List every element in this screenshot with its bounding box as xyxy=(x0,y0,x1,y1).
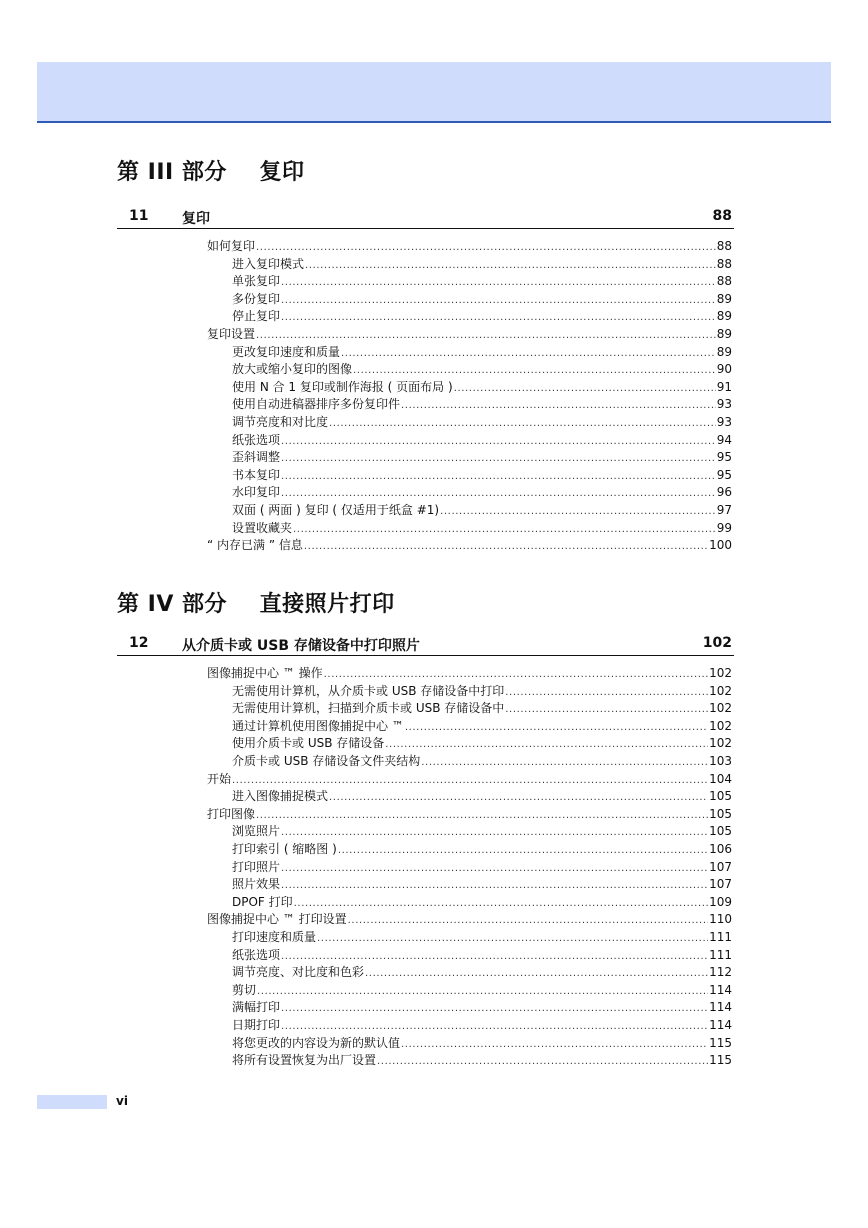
toc-entry-title: 纸张选项 xyxy=(232,947,281,962)
toc-entry-page: 105 xyxy=(709,789,732,804)
toc-entry[interactable] xyxy=(232,877,732,893)
toc-entry-page: 89 xyxy=(716,327,732,341)
dot-leader xyxy=(281,470,716,484)
toc-entry[interactable] xyxy=(232,521,732,537)
toc-entry-title: 日期打印 xyxy=(232,1018,281,1032)
dot-leader xyxy=(281,311,716,325)
toc-entry-page: 111 xyxy=(709,947,732,962)
toc-entry-title: 单张复印 xyxy=(232,274,281,289)
toc-entry-page: 109 xyxy=(709,894,732,909)
dot-leader xyxy=(257,985,708,999)
toc-entry-page: 106 xyxy=(709,842,732,856)
toc-entry-page: 103 xyxy=(709,754,732,768)
chapter-11-row[interactable] xyxy=(117,205,734,229)
dot-leader xyxy=(304,540,708,554)
dot-leader xyxy=(317,932,708,946)
toc-entry[interactable] xyxy=(232,292,732,308)
dot-leader xyxy=(329,791,708,805)
toc-entry-page: 99 xyxy=(716,520,732,535)
toc-entry-title: 将所有设置恢复为出厂设置 xyxy=(232,1053,377,1068)
part-3-title: 第 III 部分 复印 xyxy=(117,160,305,185)
chapter-number: 12 xyxy=(129,635,149,651)
toc-entry-title: 打印速度和质量 xyxy=(232,930,317,944)
dot-leader xyxy=(281,1002,708,1016)
header-band xyxy=(37,62,831,123)
chapter-page: 88 xyxy=(712,208,732,224)
toc-entry-page: 107 xyxy=(709,859,732,874)
toc-entry[interactable] xyxy=(232,895,732,911)
toc-entry[interactable] xyxy=(232,684,732,700)
toc-entry-page: 114 xyxy=(709,1000,732,1015)
toc-entry-page: 96 xyxy=(716,485,732,500)
toc-entry-page: 102 xyxy=(709,666,732,680)
toc-entry-title: 调节亮度、对比度和色彩 xyxy=(232,965,365,980)
toc-entry-page: 94 xyxy=(716,432,732,447)
toc-entry-title: 剪切 xyxy=(232,982,257,997)
toc-entry[interactable] xyxy=(232,485,732,501)
toc-entry[interactable] xyxy=(207,912,732,928)
dot-leader xyxy=(505,686,708,700)
toc-entry[interactable] xyxy=(232,433,732,449)
toc-entry-page: 105 xyxy=(709,806,732,821)
toc-entry-title: 无需使用计算机，从介质卡或 USB 存储设备中打印 xyxy=(232,683,505,698)
toc-entry[interactable] xyxy=(232,1053,732,1069)
toc-entry-page: 88 xyxy=(716,239,732,253)
toc-entry[interactable] xyxy=(207,327,732,343)
toc-entry[interactable] xyxy=(232,415,732,431)
toc-entry-page: 95 xyxy=(716,450,732,465)
toc-entry-title: 停止复印 xyxy=(232,309,281,324)
toc-entry[interactable] xyxy=(232,1018,732,1034)
toc-entry[interactable] xyxy=(232,789,732,805)
dot-leader xyxy=(281,862,708,876)
toc-entry-page: 88 xyxy=(716,256,732,271)
dot-leader xyxy=(281,276,716,290)
toc-entry[interactable] xyxy=(232,450,732,466)
toc-entry[interactable] xyxy=(232,860,732,876)
chapter-number: 11 xyxy=(129,208,149,224)
toc-entry[interactable] xyxy=(232,948,732,964)
dot-leader xyxy=(338,844,708,858)
toc-entry-page: 93 xyxy=(716,415,732,429)
toc-entry-title: 打印图像 xyxy=(207,806,256,821)
toc-entry-page: 89 xyxy=(716,309,732,324)
dot-leader xyxy=(281,826,708,840)
toc-entry-title: 进入复印模式 xyxy=(232,256,305,271)
dot-leader xyxy=(377,1055,708,1069)
toc-entry[interactable] xyxy=(207,807,732,823)
toc-entry-page: 115 xyxy=(709,1035,732,1050)
toc-entry[interactable] xyxy=(232,1000,732,1016)
toc-entry-title: 将您更改的内容设为新的默认值 xyxy=(232,1035,401,1050)
chapter-12-row[interactable] xyxy=(117,632,734,656)
toc-entry-page: 115 xyxy=(709,1053,732,1068)
toc-entry-title: 满幅打印 xyxy=(232,1000,281,1015)
toc-entry-page: 89 xyxy=(716,291,732,306)
toc-entry-page: 104 xyxy=(709,771,732,786)
toc-entry-title: 水印复印 xyxy=(232,485,281,500)
toc-entry-title: 通过计算机使用图像捕捉中心 ™ xyxy=(232,718,404,733)
dot-leader xyxy=(281,435,716,449)
toc-entry-title: 歪斜调整 xyxy=(232,450,281,465)
dot-leader xyxy=(401,399,716,413)
toc-entry-title: 开始 xyxy=(207,771,232,786)
toc-entry-title: 更改复印速度和质量 xyxy=(232,344,341,359)
chapter-title: 复印 xyxy=(182,211,210,227)
toc-entry-title: DPOF 打印 xyxy=(232,894,293,909)
toc-entry[interactable] xyxy=(232,824,732,840)
toc-entry[interactable] xyxy=(207,239,732,255)
toc-entry-title: 放大或缩小复印的图像 xyxy=(232,362,353,377)
toc-entry-title: 使用介质卡或 USB 存储设备 xyxy=(232,736,385,751)
toc-entry-title: 进入图像捕捉模式 xyxy=(232,789,329,804)
toc-entry[interactable] xyxy=(232,701,732,717)
toc-entry-title: 照片效果 xyxy=(232,877,281,892)
toc-entry[interactable] xyxy=(232,309,732,325)
toc-entry[interactable] xyxy=(232,345,732,361)
dot-leader xyxy=(281,452,716,466)
dot-leader xyxy=(232,774,708,788)
toc-entry-page: 107 xyxy=(709,877,732,892)
toc-entry-page: 97 xyxy=(716,503,732,517)
toc-entry-title: “ 内存已满 ” 信息 xyxy=(207,538,303,553)
dot-leader xyxy=(440,505,716,519)
dot-leader xyxy=(256,241,716,255)
toc-entry-page: 114 xyxy=(709,1018,732,1032)
dot-leader xyxy=(353,364,716,378)
toc-entry-title: 介质卡或 USB 存储设备文件夹结构 xyxy=(232,754,421,768)
toc-entry[interactable] xyxy=(207,666,732,682)
toc-entry-page: 93 xyxy=(716,397,732,412)
toc-entry-page: 114 xyxy=(709,982,732,997)
toc-entry-title: 打印照片 xyxy=(232,859,281,874)
toc-entry-title: 多份复印 xyxy=(232,291,281,306)
toc-entry-title: 调节亮度和对比度 xyxy=(232,415,329,429)
toc-entry-title: 浏览照片 xyxy=(232,824,281,839)
dot-leader xyxy=(324,668,708,682)
footer-tab xyxy=(37,1095,107,1109)
dot-leader xyxy=(365,967,708,981)
toc-entry-title: 复印设置 xyxy=(207,327,256,341)
toc-entry[interactable] xyxy=(232,930,732,946)
toc-entry-page: 95 xyxy=(716,467,732,482)
page-number: vi xyxy=(116,1094,128,1108)
toc-entry[interactable] xyxy=(232,1036,732,1052)
dot-leader xyxy=(305,259,716,273)
toc-entry-title: 如何复印 xyxy=(207,239,256,253)
toc-entry[interactable] xyxy=(207,772,732,788)
dot-leader xyxy=(281,879,708,893)
dot-leader xyxy=(454,382,716,396)
toc-entry-page: 111 xyxy=(709,930,732,944)
dot-leader xyxy=(348,914,708,928)
toc-entry[interactable] xyxy=(232,257,732,273)
dot-leader xyxy=(281,1020,708,1034)
toc-entry-page: 102 xyxy=(709,683,732,698)
toc-entry-title: 设置收藏夹 xyxy=(232,520,293,535)
dot-leader xyxy=(405,721,708,735)
toc-entry-title: 使用自动进稿器排序多份复印件 xyxy=(232,397,401,412)
toc-entry[interactable] xyxy=(232,362,732,378)
toc-entry[interactable] xyxy=(232,983,732,999)
toc-entry-title: 无需使用计算机，扫描到介质卡或 USB 存储设备中 xyxy=(232,701,505,716)
toc-entry-title: 纸张选项 xyxy=(232,432,281,447)
toc-entry[interactable] xyxy=(232,380,732,396)
chapter-page: 102 xyxy=(702,635,732,651)
toc-entry[interactable] xyxy=(232,274,732,290)
toc-entry-page: 91 xyxy=(716,379,732,394)
dot-leader xyxy=(385,738,708,752)
toc-entry[interactable] xyxy=(232,842,732,858)
dot-leader xyxy=(294,897,708,911)
dot-leader xyxy=(421,756,708,770)
toc-entry-title: 使用 N 合 1 复印或制作海报 ( 页面布局 ) xyxy=(232,379,453,394)
toc-entry-page: 88 xyxy=(716,274,732,289)
toc-entry[interactable] xyxy=(232,754,732,770)
toc-entry-title: 图像捕捉中心 ™ 打印设置 xyxy=(207,912,347,927)
toc-entry-page: 102 xyxy=(709,718,732,733)
toc-entry-page: 110 xyxy=(709,912,732,927)
toc-entry[interactable] xyxy=(232,965,732,981)
chapter-title: 从介质卡或 USB 存储设备中打印照片 xyxy=(182,638,420,654)
toc-entry-page: 100 xyxy=(709,538,732,553)
dot-leader xyxy=(505,703,708,717)
toc-entry[interactable] xyxy=(232,719,732,735)
toc-entry-page: 89 xyxy=(716,344,732,359)
part-4-title: 第 IV 部分 直接照片打印 xyxy=(117,592,395,617)
dot-leader xyxy=(256,809,708,823)
toc-entry[interactable] xyxy=(232,397,732,413)
dot-leader xyxy=(341,347,716,361)
toc-entry[interactable] xyxy=(232,468,732,484)
toc-entry-title: 书本复印 xyxy=(232,467,281,482)
toc-entry-title: 图像捕捉中心 ™ 操作 xyxy=(207,666,323,680)
toc-entry-page: 102 xyxy=(709,736,732,751)
dot-leader xyxy=(401,1038,708,1052)
toc-entry-page: 90 xyxy=(716,362,732,377)
toc-entry-page: 112 xyxy=(709,965,732,980)
toc-entry-title: 双面 ( 两面 ) 复印 ( 仅适用于纸盒 #1) xyxy=(232,503,440,517)
toc-entry[interactable] xyxy=(207,538,732,554)
toc-entry[interactable] xyxy=(232,503,732,519)
dot-leader xyxy=(281,487,716,501)
dot-leader xyxy=(293,523,716,537)
dot-leader xyxy=(256,329,716,343)
dot-leader xyxy=(281,294,716,308)
dot-leader xyxy=(281,950,708,964)
toc-entry-title: 打印索引 ( 缩略图 ) xyxy=(232,842,337,856)
dot-leader xyxy=(329,417,716,431)
toc-entry-page: 105 xyxy=(709,824,732,839)
toc-entry[interactable] xyxy=(232,736,732,752)
toc-entry-page: 102 xyxy=(709,701,732,716)
